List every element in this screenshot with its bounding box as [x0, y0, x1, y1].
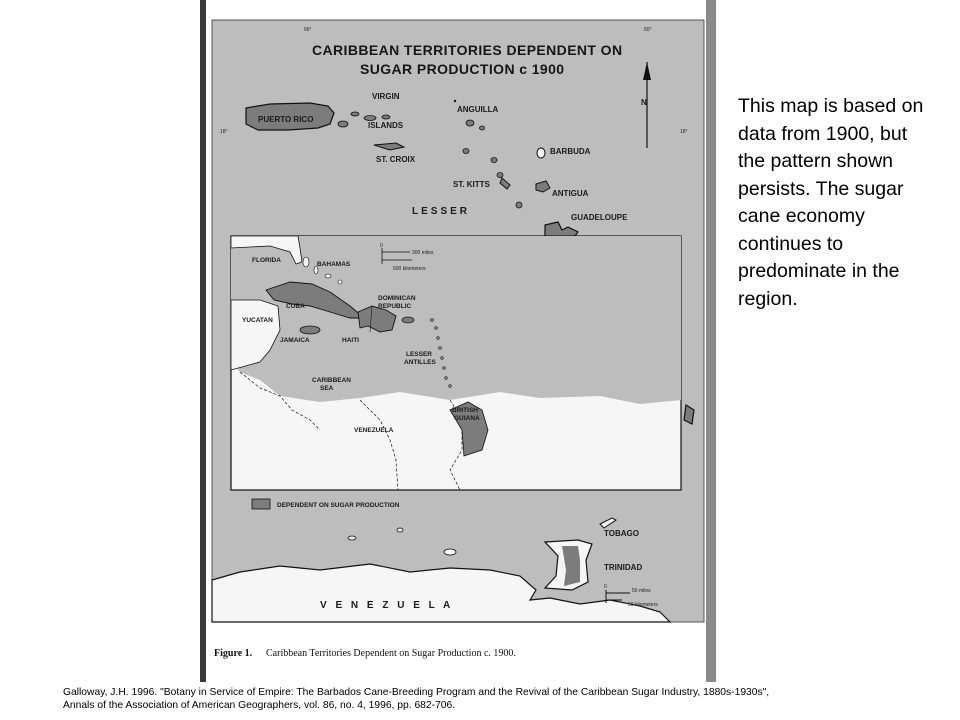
inset-label-bahamas: BAHAMAS [317, 261, 351, 268]
coord-lon-60: 60° [644, 27, 652, 33]
coord-lon-66: 66° [304, 27, 312, 33]
label-guadeloupe: GUADELOUPE [571, 213, 628, 222]
label-lesser: LESSER [412, 206, 471, 217]
inset-label-republic: REPUBLIC [378, 303, 412, 310]
inset-label-florida: FLORIDA [252, 257, 281, 264]
inset-label-caribbean: CARIBBEAN [312, 377, 351, 384]
north-label: N [641, 98, 647, 107]
side-note: This map is based on data from 1900, but the pattern shown persists. The sugar cane economy continues to predominate in the region. [738, 95, 924, 310]
scanned-map-page [200, 0, 716, 682]
inset-label-british: BRITISH [452, 407, 478, 414]
inset-scale-miles: 300 miles [412, 250, 434, 256]
inset-label-venezuela: VENEZUELA [354, 427, 394, 434]
figure-caption-label: Figure 1. [214, 648, 253, 659]
inset-label-antilles: ANTILLES [404, 359, 436, 366]
label-puerto-rico: PUERTO RICO [258, 115, 314, 124]
label-barbuda: BARBUDA [550, 147, 591, 156]
inset-label-guiana: GUIANA [454, 415, 480, 422]
inset-map [231, 236, 681, 490]
caribbean-sugar-map [200, 0, 716, 682]
citation-line2: Annals of the Association of American Geographers, vol. 86, no. 4, 1996, pp. 682-706. [63, 700, 456, 711]
citation [63, 686, 943, 712]
inset-label-lesser: LESSER [406, 351, 433, 358]
legend-swatch [252, 499, 270, 509]
label-st-croix: ST. CROIX [376, 155, 416, 164]
map-title-line2: SUGAR PRODUCTION c 1900 [360, 61, 565, 77]
citation-line1: Galloway, J.H. 1996. "Botany in Service of Empire: The Barbados Cane-Breeding Program and the Revival of the Caribbean Sugar Industry, 1880s-1930s", [63, 687, 770, 698]
inset-scale-zero: 0 [380, 243, 383, 249]
inset-label-haiti: HAITI [342, 337, 359, 344]
coord-lat-18-left: 18° [220, 129, 228, 135]
label-venezuela: V E N E Z U E L A [320, 600, 454, 611]
inset-label-sea: SEA [320, 385, 334, 392]
figure-caption-text: Caribbean Territories Dependent on Sugar Production c. 1900. [266, 648, 516, 659]
label-st-kitts: ST. KITTS [453, 180, 490, 189]
scale-miles: 50 miles [632, 588, 651, 594]
legend-label: DEPENDENT ON SUGAR PRODUCTION [277, 502, 400, 509]
inset-label-yucatan: YUCATAN [242, 317, 273, 324]
scale-km: 50 kilometers [628, 602, 658, 608]
inset-scale-km: 500 kilometers [393, 266, 426, 272]
coord-lat-18-right: 18° [680, 129, 688, 135]
label-islands: ISLANDS [368, 121, 404, 130]
label-tobago: TOBAGO [604, 529, 639, 538]
label-antigua: ANTIGUA [552, 189, 589, 198]
label-trinidad: TRINIDAD [604, 563, 643, 572]
label-virgin: VIRGIN [372, 92, 400, 101]
barbuda-shape [537, 148, 545, 158]
map-title-line1: CARIBBEAN TERRITORIES DEPENDENT ON [312, 42, 623, 58]
inset-label-dominican: DOMINICAN [378, 295, 416, 302]
scale-zero: 0 [604, 584, 607, 590]
inset-label-jamaica: JAMAICA [280, 337, 310, 344]
label-anguilla: ANGUILLA [457, 105, 499, 114]
inset-label-cuba: CUBA [286, 303, 305, 310]
